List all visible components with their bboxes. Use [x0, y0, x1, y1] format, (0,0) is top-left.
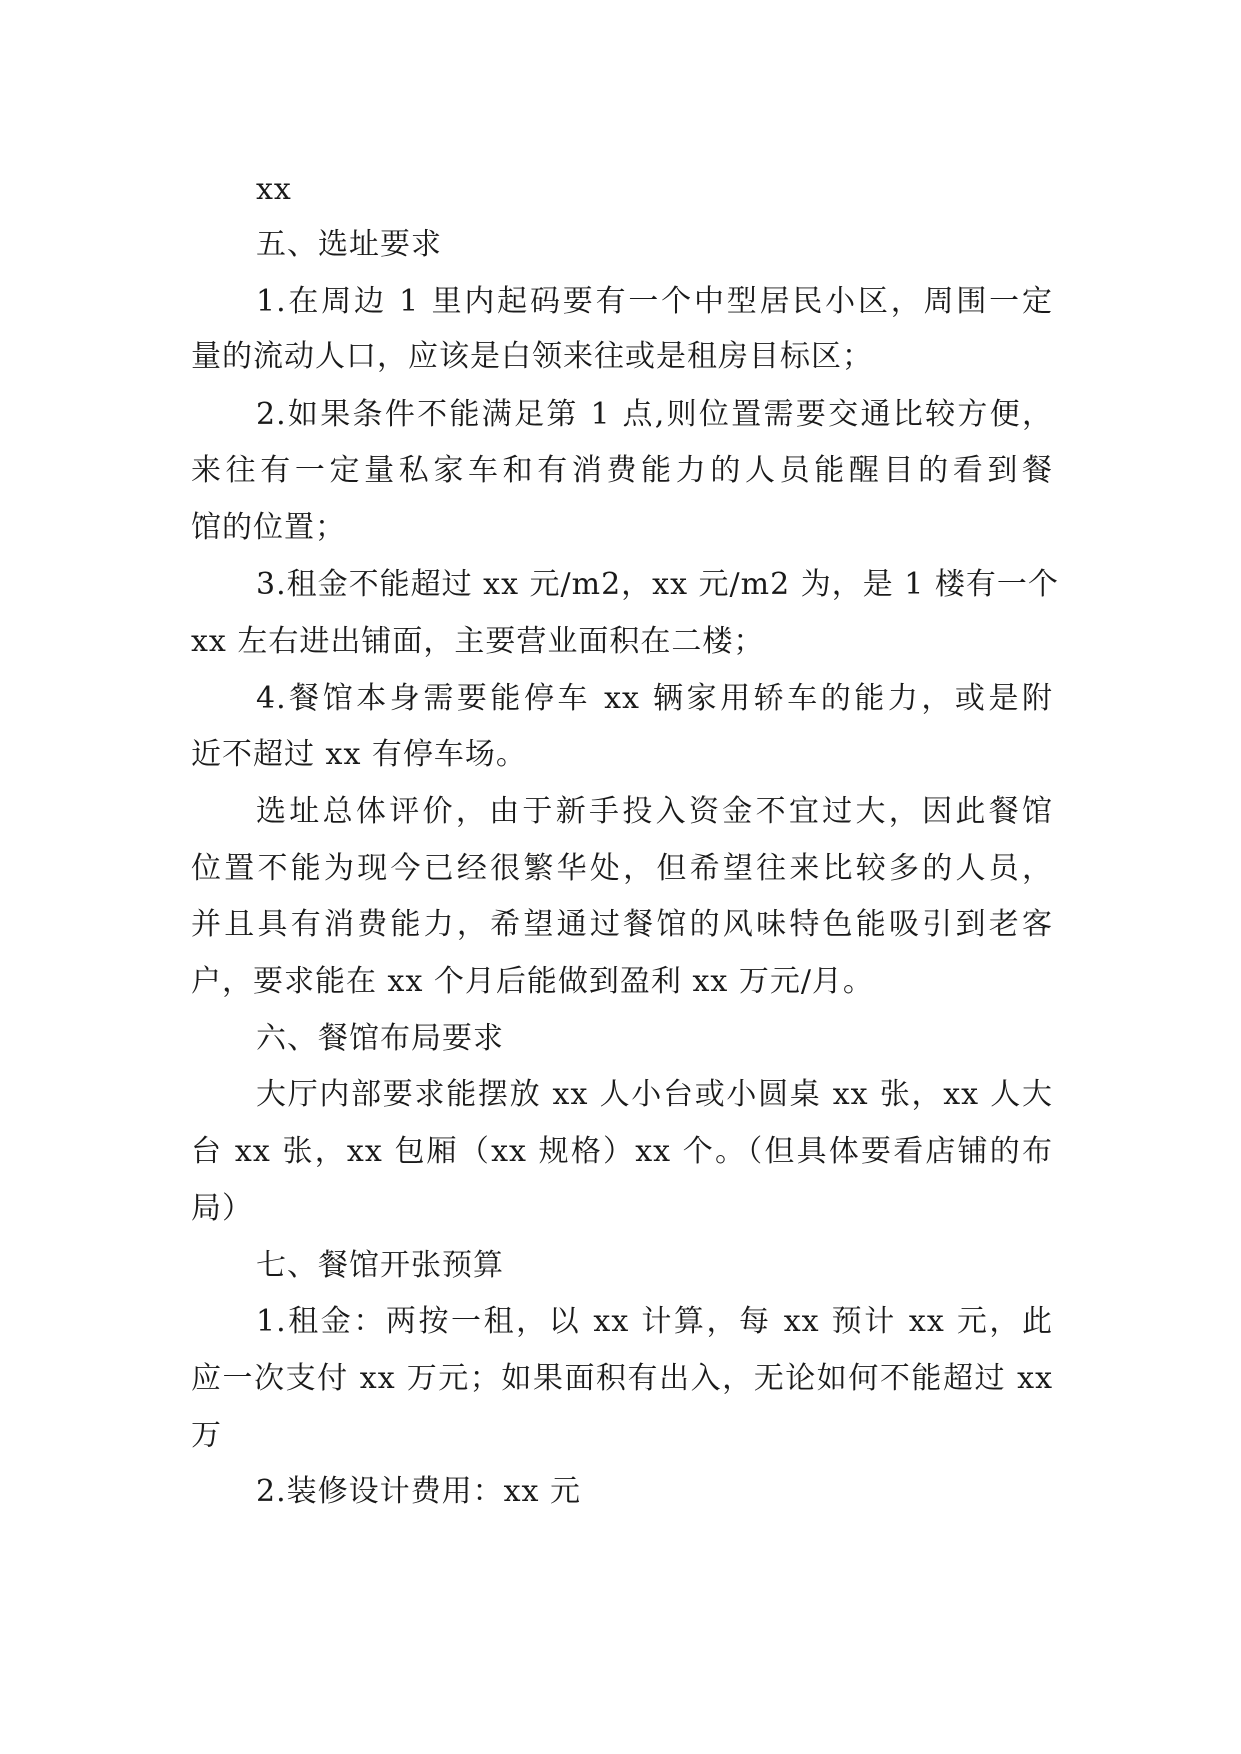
text-line: 户，要求能在 xx 个月后能做到盈利 xx 万元/月。: [191, 964, 874, 999]
text-line: 量的流动人口，应该是白领来往或是租房目标区；: [191, 339, 873, 374]
text-line: 1.在周边 1 里内起码要有一个中型居民小区，周围一定: [256, 284, 1053, 319]
text-line: xx: [256, 172, 292, 207]
text-line: 2.如果条件不能满足第 1 点,则位置需要交通比较方便，: [256, 397, 1053, 432]
text-line: 大厅内部要求能摆放 xx 人小台或小圆桌 xx 张，xx 人大: [256, 1077, 1053, 1112]
section-heading: 五、选址要求: [256, 227, 442, 262]
text-line: 应一次支付 xx 万元；如果面积有出入，无论如何不能超过 xx: [191, 1361, 1053, 1396]
text-line: 来往有一定量私家车和有消费能力的人员能醒目的看到餐: [191, 453, 1053, 488]
text-line: 1.租金：两按一租，以 xx 计算，每 xx 预计 xx 元，此: [256, 1304, 1053, 1339]
section-heading: 六、餐馆布局要求: [256, 1021, 504, 1056]
text-line: 局）: [191, 1191, 253, 1226]
text-line: 万: [191, 1418, 222, 1453]
text-line: 选址总体评价，由于新手投入资金不宜过大，因此餐馆: [256, 794, 1053, 829]
text-line: 4.餐馆本身需要能停车 xx 辆家用轿车的能力，或是附: [256, 681, 1053, 716]
text-line: 3.租金不能超过 xx 元/m2，xx 元/m2 为，是 1 楼有一个: [256, 567, 1059, 602]
section-heading: 七、餐馆开张预算: [256, 1248, 504, 1283]
text-line: 近不超过 xx 有停车场。: [191, 737, 527, 772]
text-line: xx 左右进出铺面，主要营业面积在二楼；: [191, 624, 765, 659]
text-line: 位置不能为现今已经很繁华处，但希望往来比较多的人员，: [191, 851, 1053, 886]
text-line: 馆的位置；: [191, 510, 346, 545]
text-line: 并且具有消费能力，希望通过餐馆的风味特色能吸引到老客: [191, 907, 1053, 942]
text-line: 2.装修设计费用：xx 元: [256, 1474, 581, 1509]
text-line: 台 xx 张，xx 包厢（xx 规格）xx 个。（但具体要看店铺的布: [191, 1134, 1053, 1169]
